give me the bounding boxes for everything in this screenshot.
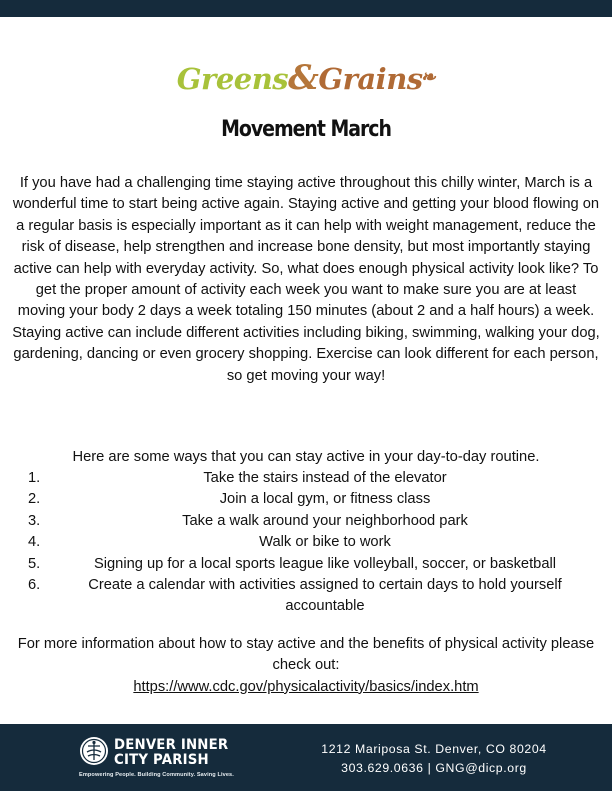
list-item-number: 6.	[28, 577, 41, 594]
logo-grains-text: Grains	[318, 62, 423, 96]
footer-contact: 303.629.0636 | GNG@dicp.org	[341, 761, 527, 775]
list-item-text: Join a local gym, or fitness class	[219, 491, 431, 508]
list-item-number: 3.	[28, 512, 41, 529]
footer-bar	[0, 724, 612, 791]
list-item-number: 1.	[28, 470, 41, 486]
wheat-icon: ❧	[420, 67, 436, 88]
logo-greens-text: Greens	[176, 62, 289, 96]
list-item-text: Create a calendar with activities assigned to certain days to hold yourself accountable	[88, 577, 562, 615]
list-item	[28, 511, 596, 532]
activity-list	[28, 468, 596, 618]
footer-address: 1212 Mariposa St. Denver, CO 80204	[321, 742, 547, 756]
org-name-line2: CITY PARISH	[114, 752, 209, 768]
more-info-text: For more information about how to stay active and the benefits of physical activity please check out:	[17, 636, 595, 674]
list-item-text: Signing up for a local sports league like volleyball, soccer, or basketball	[93, 555, 557, 572]
list-item	[28, 554, 596, 575]
org-name-line1: DENVER INNER	[114, 737, 229, 753]
cdc-physical-activity-link[interactable]: https://www.cdc.gov/physicalactivity/basics/index.htm	[133, 678, 479, 695]
list-item-number: 2.	[28, 491, 41, 508]
list-item-text: Take the stairs instead of the elevator	[203, 470, 447, 486]
greens-and-grains-logo	[0, 58, 612, 99]
list-item-number: 4.	[28, 534, 41, 551]
logo-ampersand: &	[288, 58, 319, 98]
parish-seal-icon	[79, 736, 109, 766]
list-item	[28, 468, 596, 489]
list-item-text: Walk or bike to work	[259, 534, 391, 551]
list-item-text: Take a walk around your neighborhood park	[182, 512, 468, 529]
list-item	[28, 489, 596, 510]
top-banner-bar	[0, 0, 612, 17]
more-info-paragraph	[12, 634, 600, 698]
list-intro: Here are some ways that you can stay active in your day-to-day routine.	[72, 449, 540, 465]
org-tagline: Empowering People. Building Community. Saving Lives.	[79, 772, 234, 778]
list-item	[28, 575, 596, 618]
intro-paragraph: If you have had a challenging time staying active throughout this chilly winter, March is a wonderful time to start being active again. Staying active and getting your blood flowing on a regular basis is especially important as it can help with weight management, reduce the risk of disease, help strengthen and increase bone density, but most importantly staying active can help with everyday activity. So, what does enough physical activity look like? To get the proper amount of activity each week you want to make sure you are at least moving your body 2 days a week totaling 150 minutes (about 2 and a half hours) a week. Staying active can include different activities including biking, swimming, walking your dog, gardening, dancing or even grocery shopping. Exercise can look different for each person, so get moving your way!	[12, 175, 600, 384]
list-item	[28, 532, 596, 553]
page-title: Movement March	[221, 117, 391, 142]
list-item-number: 5.	[28, 555, 41, 572]
